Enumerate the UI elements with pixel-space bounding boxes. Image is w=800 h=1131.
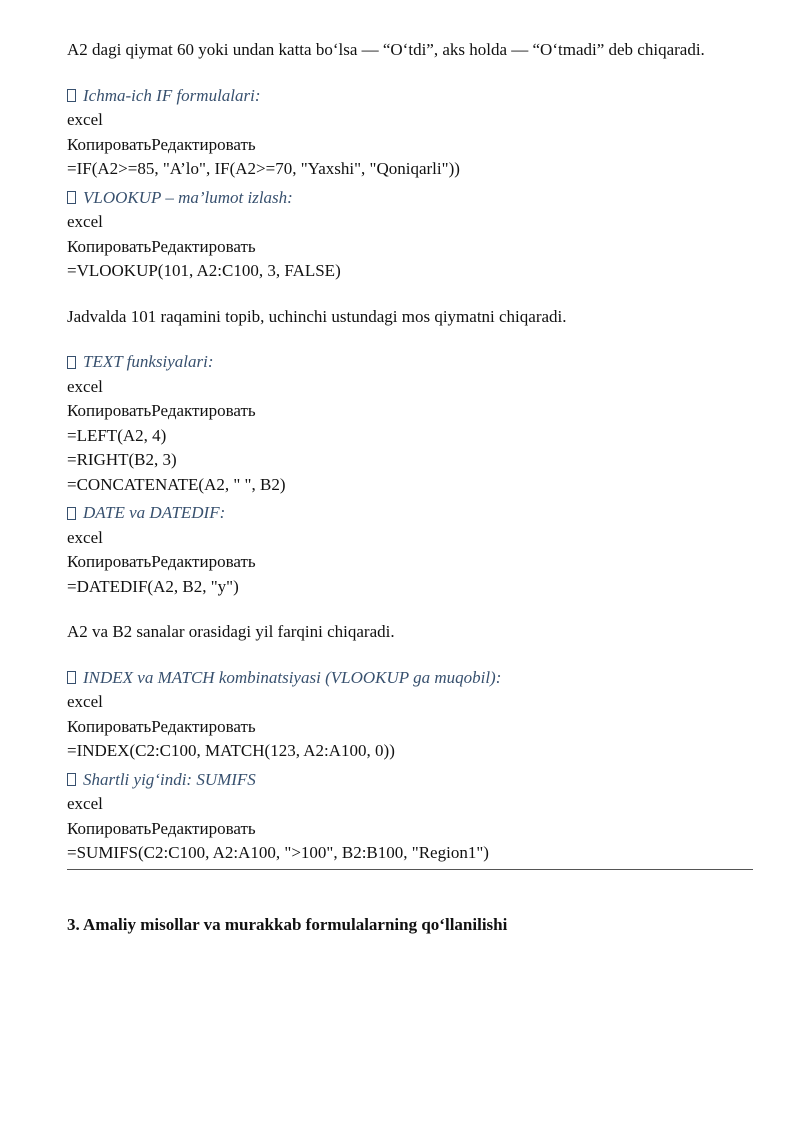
section-sumifs bbox=[67, 768, 753, 866]
section-heading: TEXT funksiyalari: bbox=[67, 350, 753, 375]
formula-line: =VLOOKUP(101, A2:C100, 3, FALSE) bbox=[67, 261, 341, 280]
section-nested-if bbox=[67, 84, 753, 182]
copy-edit-toolbar-text: КопироватьРедактировать bbox=[67, 552, 256, 571]
section-title: 3. Amaliy misollar va murakkab formulalarning qo‘llanilishi bbox=[67, 914, 508, 934]
code-language-label: excel bbox=[67, 376, 103, 396]
section-index-match bbox=[67, 666, 753, 764]
code-language-label: excel bbox=[67, 692, 103, 711]
section-heading: INDEX va MATCH kombinatsiyasi (VLOOKUP ga muqobil): bbox=[67, 666, 753, 691]
section-heading: Shartli yig‘indi: SUMIFS bbox=[67, 768, 753, 793]
missing-glyph-icon bbox=[67, 191, 76, 204]
copy-edit-toolbar-text: КопироватьРедактировать bbox=[67, 134, 256, 154]
formula-line: =LEFT(A2, 4) bbox=[67, 425, 167, 445]
copy-edit-toolbar-text: КопироватьРедактировать bbox=[67, 818, 256, 838]
code-language-label: excel bbox=[67, 212, 103, 231]
missing-glyph-icon bbox=[67, 356, 76, 369]
missing-glyph-icon bbox=[67, 773, 76, 786]
section-heading: DATE va DATEDIF: bbox=[67, 501, 753, 526]
formula-line: =INDEX(C2:C100, MATCH(123, A2:A100, 0)) bbox=[67, 741, 395, 760]
section-text-functions bbox=[67, 350, 753, 497]
intro-paragraph: A2 dagi qiymat 60 yoki undan katta bo‘lsa — “O‘tdi”, aks holda — “O‘tmadi” deb chiqaradi. bbox=[67, 40, 705, 59]
copy-edit-toolbar-text: КопироватьРедактировать bbox=[67, 716, 256, 736]
explanation-paragraph: A2 va B2 sanalar orasidagi yil farqini chiqaradi. bbox=[67, 622, 395, 641]
section-vlookup bbox=[67, 186, 753, 330]
explanation-paragraph: Jadvalda 101 raqamini topib, uchinchi ustundagi mos qiymatni chiqaradi. bbox=[67, 306, 567, 326]
formula-line: =DATEDIF(A2, B2, "y") bbox=[67, 576, 239, 596]
code-language-label: excel bbox=[67, 794, 103, 813]
copy-edit-toolbar-text: КопироватьРедактировать bbox=[67, 236, 256, 256]
formula-line: =SUMIFS(C2:C100, A2:A100, ">100", B2:B100, "Region1") bbox=[67, 843, 489, 862]
missing-glyph-icon bbox=[67, 671, 76, 684]
document-page bbox=[67, 38, 753, 937]
code-language-label: excel bbox=[67, 110, 103, 129]
horizontal-divider bbox=[67, 869, 753, 870]
missing-glyph-icon bbox=[67, 507, 76, 520]
formula-line: =CONCATENATE(A2, " ", B2) bbox=[67, 474, 286, 494]
section-heading: Ichma-ich IF formulalari: bbox=[67, 84, 753, 109]
formula-line: =RIGHT(B2, 3) bbox=[67, 450, 177, 469]
formula-line: =IF(A2>=85, "A’lo", IF(A2>=70, "Yaxshi", "Qoniqarli")) bbox=[67, 159, 460, 178]
section-date-datedif bbox=[67, 501, 753, 645]
code-language-label: excel bbox=[67, 527, 103, 547]
copy-edit-toolbar-text: КопироватьРедактировать bbox=[67, 401, 256, 420]
missing-glyph-icon bbox=[67, 89, 76, 102]
section-heading: VLOOKUP – ma’lumot izlash: bbox=[67, 186, 753, 211]
